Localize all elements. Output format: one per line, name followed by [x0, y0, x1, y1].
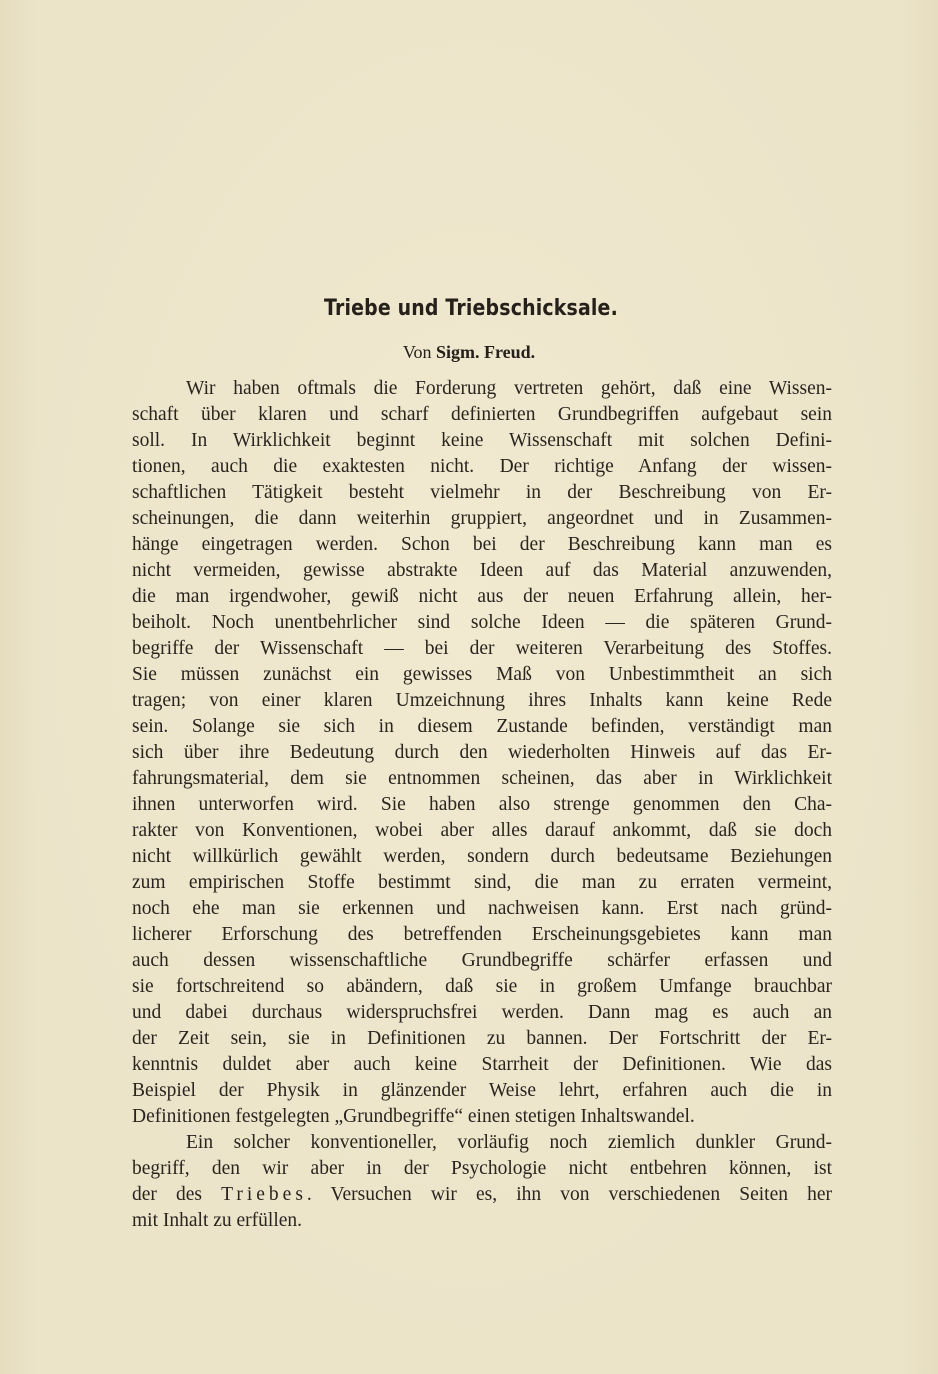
text-line: soll. In Wirklichkeit beginnt keine Wissenschaft mit solchen Defini- [132, 430, 832, 451]
text-fragment: . Versuchen wir es, ihn von verschiedenen Seiten her [306, 1184, 832, 1205]
text-line: scheinungen, die dann weiterhin gruppiert, angeordnet und in Zusammen- [132, 508, 832, 529]
text-line: auch dessen wissenschaftliche Grundbegriffe schärfer erfassen und [132, 950, 832, 971]
text-fragment: der des [132, 1184, 222, 1205]
text-line: tionen, auch die exaktesten nicht. Der richtige Anfang der wissen- [132, 456, 832, 477]
text-line: mit Inhalt zu erfüllen. [132, 1210, 303, 1231]
text-line: tragen; von einer klaren Umzeichnung ihres Inhalts kann keine Rede [132, 690, 832, 711]
author-prefix: Von [402, 342, 436, 362]
text-line: Ein solcher konventioneller, vorläufig noch ziemlich dunkler Grund- [186, 1132, 832, 1153]
text-line: sein. Solange sie sich in diesem Zustande befinden, verständigt man [132, 716, 832, 737]
paragraph-2 [132, 1130, 832, 1234]
text-line: Definitionen festgelegten „Grundbegriffe“ einen stetigen Inhaltswandel. [132, 1106, 695, 1127]
body-text [132, 376, 832, 1234]
author-name: Sigm. Freud. [436, 342, 536, 362]
text-line: der Zeit sein, sie in Definitionen zu bannen. Der Fortschritt der Er- [132, 1028, 832, 1049]
emphasized-word: Triebes [221, 1184, 307, 1205]
text-line: ihnen unterworfen wird. Sie haben also strenge genommen den Cha- [132, 794, 832, 815]
text-line: nicht willkürlich gewählt werden, sondern durch bedeutsame Beziehungen [132, 846, 832, 867]
text-line: schaftlichen Tätigkeit besteht vielmehr in der Beschreibung von Er- [132, 482, 832, 503]
article-title: Triebe und Triebschicksale. [323, 296, 618, 321]
text-line: hänge eingetragen werden. Schon bei der Beschreibung kann man es [132, 534, 832, 555]
text-line: die man irgendwoher, gewiß nicht aus der neuen Erfahrung allein, her- [132, 586, 832, 607]
text-line: Sie müssen zunächst ein gewisses Maß von Unbestimmtheit an sich [132, 664, 832, 685]
text-line: fahrungsmaterial, dem sie entnommen scheinen, das aber in Wirklichkeit [132, 768, 832, 789]
text-line: licherer Erforschung des betreffenden Erscheinungsgebietes kann man [132, 924, 832, 945]
text-line: beiholt. Noch unentbehrlicher sind solche Ideen — die späteren Grund- [132, 612, 832, 633]
text-line: schaft über klaren und scharf definierten Grundbegriffen aufgebaut sein [132, 404, 832, 425]
text-line: Wir haben oftmals die Forderung vertreten gehört, daß eine Wissen- [186, 378, 832, 399]
paragraph-1 [132, 376, 832, 1130]
text-line: sie fortschreitend so abändern, daß sie in großem Umfange brauchbar [132, 976, 832, 997]
text-line: begriffe der Wissenschaft — bei der weiteren Verarbeitung des Stoffes. [132, 638, 832, 659]
text-line: Beispiel der Physik in glänzender Weise lehrt, erfahren auch die in [132, 1080, 832, 1101]
author-line [0, 342, 938, 363]
text-line: kenntnis duldet aber auch keine Starrheit der Definitionen. Wie das [132, 1054, 832, 1075]
text-line: begriff, den wir aber in der Psychologie nicht entbehren können, ist [132, 1158, 832, 1179]
text-line: sich über ihre Bedeutung durch den wiederholten Hinweis auf das Er- [132, 742, 832, 763]
text-line: zum empirischen Stoffe bestimmt sind, die man zu erraten vermeint, [132, 872, 832, 893]
text-line [132, 1182, 832, 1208]
text-line: und dabei durchaus widerspruchsfrei werden. Dann mag es auch an [132, 1002, 832, 1023]
text-line: rakter von Konventionen, wobei aber alles darauf ankommt, daß sie doch [132, 820, 832, 841]
text-line: nicht vermeiden, gewisse abstrakte Ideen auf das Material anzuwenden, [132, 560, 832, 581]
text-line: noch ehe man sie erkennen und nachweisen kann. Erst nach gründ- [132, 898, 832, 919]
